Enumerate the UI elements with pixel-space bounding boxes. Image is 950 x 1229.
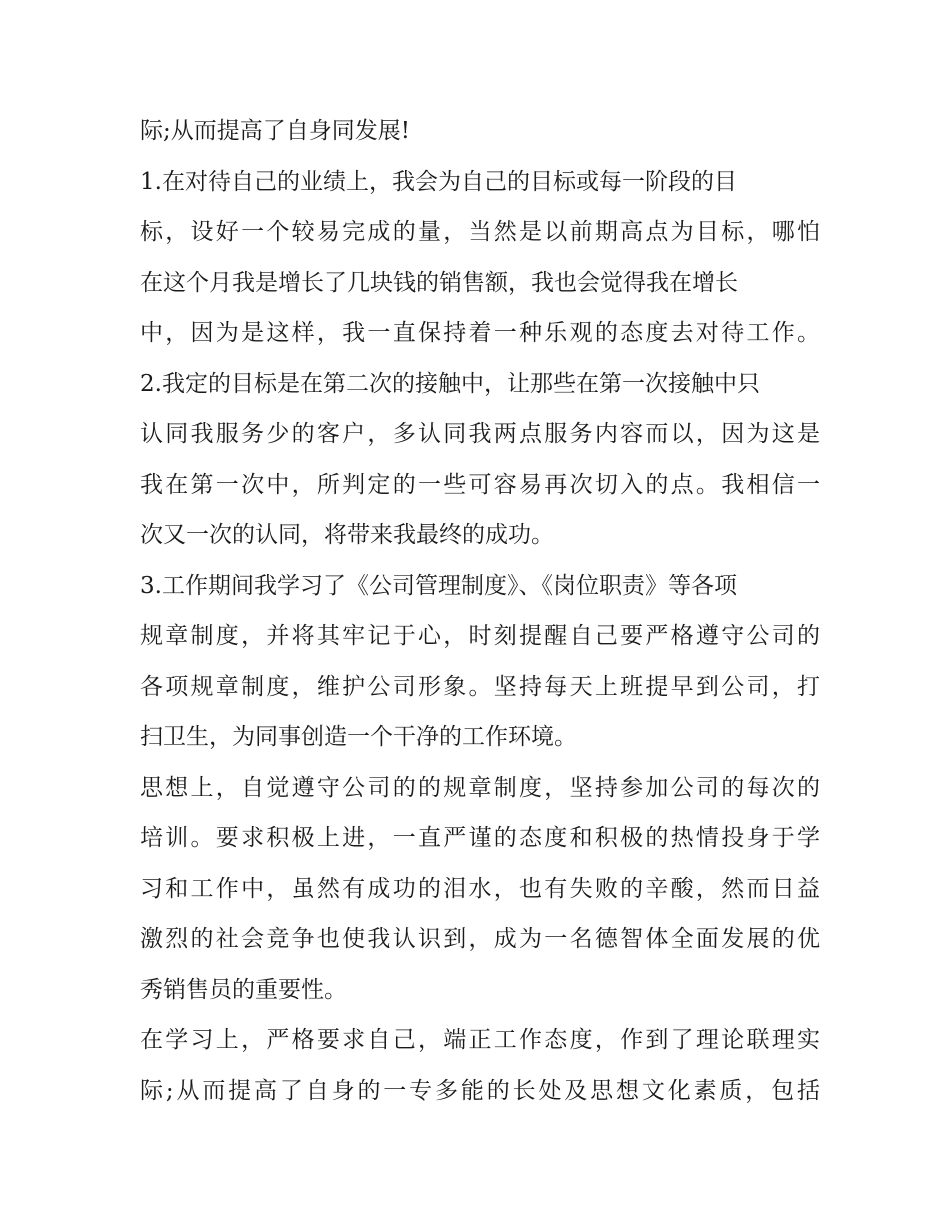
text-line: 次又一次的认同，将带来我最终的成功。 (140, 522, 554, 548)
text-line: 在学习上，严格要求自己，端正工作态度，作到了理论联理实 (140, 1027, 820, 1053)
text-line: 1.在对待自己的业绩上，我会为自己的目标或每一阶段的目 (140, 168, 737, 195)
text-line: 中，因为是这样，我一直保持着一种乐观的态度去对待工作。 (140, 320, 820, 346)
text-line: 际;从而提高了自身同发展! (140, 118, 410, 144)
text-line: 规章制度，并将其牢记于心，时刻提醒自己要严格遵守公司的 (140, 623, 820, 649)
text-line: 我在第一次中，所判定的一些可容易再次切入的点。我相信一 (140, 471, 820, 498)
text-line: 3.工作期间我学习了《公司管理制度》、《岗位职责》等各项 (140, 572, 737, 599)
text-line: 秀销售员的重要性。 (140, 976, 347, 1003)
text-line: 习和工作中，虽然有成功的泪水，也有失败的辛酸，然而日益 (140, 875, 820, 902)
text-line: 在这个月我是增长了几块钱的销售额，我也会觉得我在增长 (140, 269, 738, 296)
text-line: 激烈的社会竞争也使我认识到，成为一名德智体全面发展的优 (140, 926, 820, 952)
text-line: 2.我定的目标是在第二次的接触中，让那些在第一次接触中只 (140, 370, 760, 397)
text-line: 标，设好一个较易完成的量，当然是以前期高点为目标，哪怕 (140, 219, 820, 245)
text-line: 培训。要求积极上进，一直严谨的态度和积极的热情投身于学 (140, 825, 820, 851)
text-line: 际;从而提高了自身的一专多能的长处及思想文化素质，包括 (140, 1077, 820, 1104)
text-line: 各项规章制度，维护公司形象。坚持每天上班提早到公司，打 (140, 673, 820, 700)
text-line: 认同我服务少的客户，多认同我两点服务内容而以，因为这是 (140, 421, 820, 447)
text-line: 思想上，自觉遵守公司的的规章制度，坚持参加公司的每次的 (140, 774, 820, 801)
text-line: 扫卫生，为同事创造一个干净的工作环境。 (140, 724, 577, 750)
document-body (140, 106, 820, 1116)
